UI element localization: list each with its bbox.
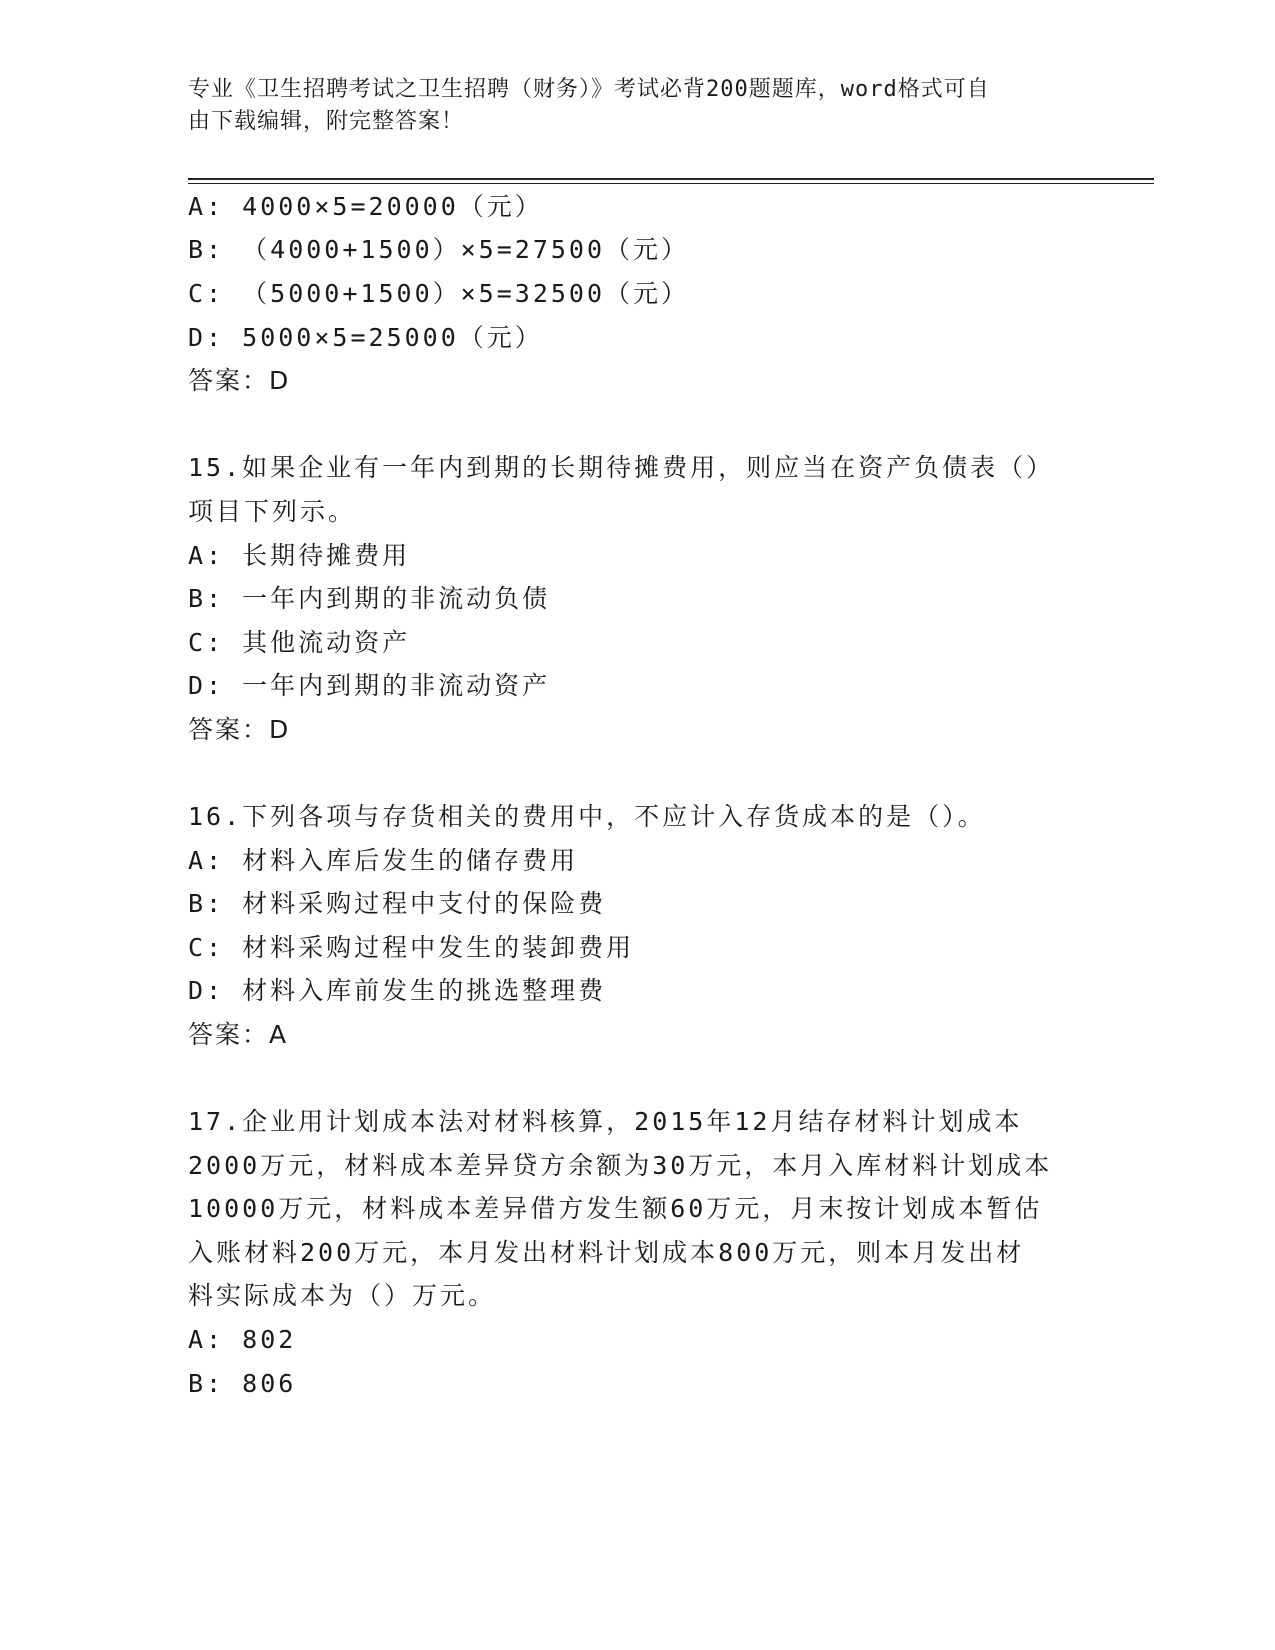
q16-option-d: D: 材料入库前发生的挑选整理费	[188, 976, 607, 1005]
q14-answer: 答案：D	[188, 366, 291, 395]
q14-option-d: D: 5000×5=25000（元）	[188, 323, 543, 352]
header-divider-thin	[188, 183, 1154, 184]
q15-option-d: D: 一年内到期的非流动资产	[188, 671, 551, 700]
q16-option-a: A: 材料入库后发生的储存费用	[188, 846, 579, 875]
q15-stem-line-2: 项目下列示。	[188, 497, 357, 526]
q17-stem-line-1: 17.企业用计划成本法对材料核算，2015年12月结存材料计划成本	[188, 1107, 1023, 1136]
header-line-1: 专业《卫生招聘考试之卫生招聘（财务）》考试必背200题题库，word格式可自	[188, 77, 990, 102]
q17-stem-line-4: 入账材料200万元，本月发出材料计划成本800万元，则本月发出材	[188, 1238, 1025, 1267]
q17-stem-line-2: 2000万元，材料成本差异贷方余额为30万元，本月入库材料计划成本	[188, 1151, 1053, 1180]
q15-stem-line-1: 15.如果企业有一年内到期的长期待摊费用，则应当在资产负债表（）	[188, 453, 1055, 482]
q17-stem-line-3: 10000万元，材料成本差异借方发生额60万元，月末按计划成本暂估	[188, 1194, 1043, 1223]
q15-option-a: A: 长期待摊费用	[188, 541, 411, 570]
q16-answer: 答案：A	[188, 1020, 289, 1049]
q17-stem-line-5: 料实际成本为（）万元。	[188, 1281, 497, 1310]
q16-stem-line-1: 16.下列各项与存货相关的费用中，不应计入存货成本的是（）。	[188, 802, 986, 831]
header-divider	[188, 178, 1154, 180]
q17-option-b: B: 806	[188, 1369, 297, 1398]
q16-option-c: C: 材料采购过程中发生的装卸费用	[188, 933, 635, 962]
q15-option-b: B: 一年内到期的非流动负债	[188, 584, 551, 613]
header-line-2: 由下载编辑，附完整答案！	[188, 109, 465, 134]
q17-option-a: A: 802	[188, 1325, 297, 1354]
q16-option-b: B: 材料采购过程中支付的保险费	[188, 889, 607, 918]
q14-option-c: C: （5000+1500）×5=32500（元）	[188, 279, 690, 308]
document-header	[188, 74, 1068, 138]
q15-answer: 答案：D	[188, 715, 291, 744]
q14-option-b: B: （4000+1500）×5=27500（元）	[188, 235, 690, 264]
q14-option-a: A: 4000×5=20000（元）	[188, 192, 543, 221]
q15-option-c: C: 其他流动资产	[188, 628, 411, 657]
